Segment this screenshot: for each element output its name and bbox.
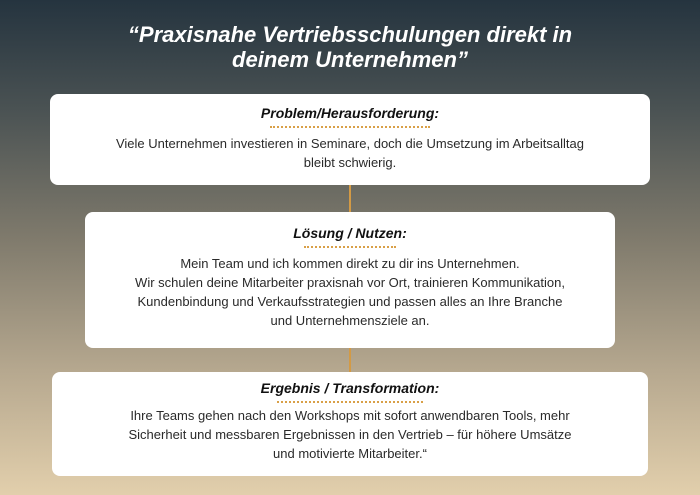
card-text-line: Ihre Teams gehen nach den Workshops mit sofort anwendbaren Tools, mehr bbox=[130, 408, 570, 423]
card-heading: Lösung / Nutzen: bbox=[293, 225, 407, 241]
solution-card bbox=[85, 212, 615, 348]
page-title bbox=[0, 22, 700, 72]
card-text-line: Mein Team und ich kommen direkt zu dir ins Unternehmen. bbox=[180, 256, 520, 271]
card-heading: Problem/Herausforderung: bbox=[260, 105, 440, 121]
card-text-line: und motivierte Mitarbeiter.“ bbox=[273, 446, 427, 461]
card-text-line: Kundenbindung und Verkaufsstrategien und passen alles an Ihre Branche bbox=[137, 294, 563, 309]
title-line-1: “Praxisnahe Vertriebsschulungen direkt in bbox=[127, 22, 573, 47]
card-text-line: Sicherheit und messbaren Ergebnissen in den Vertrieb – für höhere Umsätze bbox=[128, 427, 572, 442]
title-line-2: deinem Unternehmen” bbox=[232, 47, 468, 72]
connector-line bbox=[349, 348, 351, 372]
result-card bbox=[52, 372, 648, 476]
dotted-divider bbox=[304, 246, 396, 248]
dotted-divider bbox=[270, 126, 430, 128]
problem-card bbox=[50, 94, 650, 185]
card-text-line: Viele Unternehmen investieren in Seminare, doch die Umsetzung im Arbeitsalltag bbox=[115, 136, 584, 151]
card-text-line: bleibt schwierig. bbox=[303, 155, 397, 170]
card-text-line: und Unternehmensziele an. bbox=[270, 313, 430, 328]
dotted-divider bbox=[277, 401, 423, 403]
card-heading: Ergebnis / Transformation: bbox=[260, 380, 440, 396]
card-text-line: Wir schulen deine Mitarbeiter praxisnah vor Ort, trainieren Kommunikation, bbox=[135, 275, 565, 290]
connector-line bbox=[349, 185, 351, 212]
